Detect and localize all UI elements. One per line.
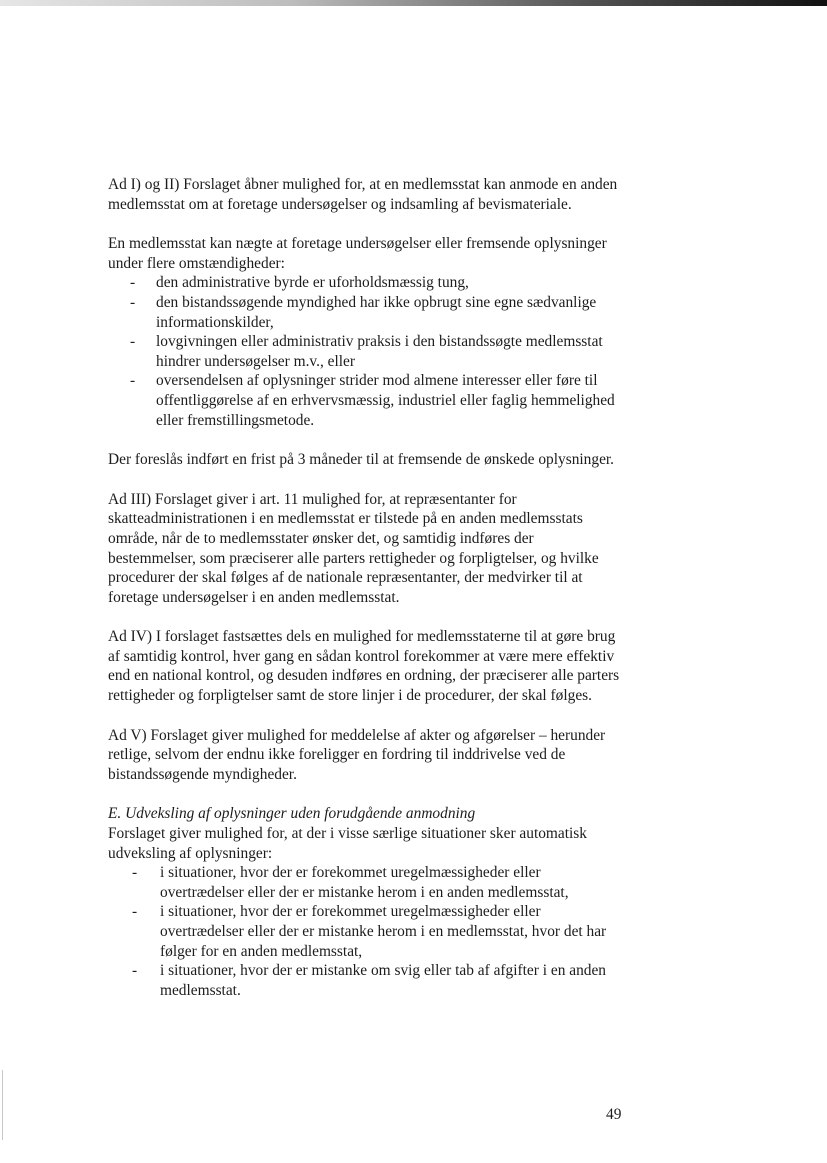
refusal-list (108, 273, 623, 430)
exchange-list (108, 863, 623, 1000)
paragraph-ad-iii: Ad III) Forslaget giver i art. 11 mulighed for, at repræsentanter for skatteadministrationen i en medlemsstat er tilstede på en anden medlemsstats område, når de to medlemsstater ønsker det, og samtidig indføres der bestemmelser, som præciserer alle parters rettigheder og forpligtelser, og hvilke procedurer der skal følges af de nationale repræsentanter, der medvirker til at foretage undersøgelser i en anden medlemsstat. (108, 490, 599, 606)
margin-mark (2, 1070, 3, 1140)
list-dash: - (130, 274, 136, 292)
list-item: - oversendelsen af oplysninger strider mod almene interesser eller føre til offentliggørelse af en erhvervsmæssig, industriel eller faglig hemmelighed eller fremstillingsmetode. (130, 372, 615, 429)
list-dash: - (130, 333, 136, 351)
paragraph-ad-i-ii: Ad I) og II) Forslaget åbner mulighed for, at en medlemsstat kan anmode en anden medlemsstat om at foretage undersøgelser og indsamling af bevismateriale. (108, 176, 618, 213)
list-dash: - (132, 903, 138, 921)
list-item: - i situationer, hvor der er forekommet uregelmæssigheder eller overtrædelser eller der er mistanke herom i en anden medlemsstat, (132, 864, 569, 901)
list-item: - lovgivningen eller administrativ praksis i den bistandssøgte medlemsstat hindrer undersøgelser m.v., eller (130, 333, 603, 370)
page-number: 49 (606, 1106, 622, 1123)
document-body (108, 175, 623, 1000)
list-dash: - (130, 293, 136, 311)
paragraph-refusal-intro: En medlemsstat kan nægte at foretage undersøgelser eller fremsende oplysninger under flere omstændigheder: (108, 235, 607, 272)
paragraph-ad-iv: Ad IV) I forslaget fastsættes dels en mulighed for medlemsstaterne til at gøre brug af samtidig kontrol, hver gang en sådan kontrol forekommer at være mere effektiv end en national kontrol, og desuden indføres en ordning, der præciserer alle parters rettigheder og forpligtelser samt de store linjer i de procedurer, der skal følges. (108, 628, 620, 705)
paragraph-ad-v: Ad V) Forslaget giver mulighed for meddelelse af akter og afgørelser – herunder retlige, selvom der endnu ikke foreligger en fordring til inddrivelse ved de bistandssøgende myndigheder. (108, 726, 606, 783)
list-item: - den bistandssøgende myndighed har ikke opbrugt sine egne sædvanlige informationskilder, (130, 293, 597, 331)
list-item: - den administrative byrde er uforholdsmæssig tung, (130, 274, 469, 292)
scan-edge (0, 0, 827, 6)
paragraph-auto-exchange: Forslaget giver mulighed for, at der i visse særlige situationer sker automatisk udveksling af oplysninger: (108, 825, 587, 862)
section-heading-e: E. Udveksling af oplysninger uden forudgående anmodning (108, 805, 476, 823)
list-item: - i situationer, hvor der er forekommet uregelmæssigheder eller overtrædelser eller der er mistanke herom i en medlemsstat, hvor det har følger for en anden medlemsstat, (132, 903, 607, 960)
list-dash: - (130, 372, 136, 390)
list-dash: - (132, 962, 138, 980)
list-item: - i situationer, hvor der er mistanke om svig eller tab af afgifter i en anden medlemsstat. (132, 962, 606, 999)
paragraph-deadline: Der foreslås indført en frist på 3 måneder til at fremsende de ønskede oplysninger. (108, 451, 615, 469)
list-dash: - (132, 864, 138, 882)
